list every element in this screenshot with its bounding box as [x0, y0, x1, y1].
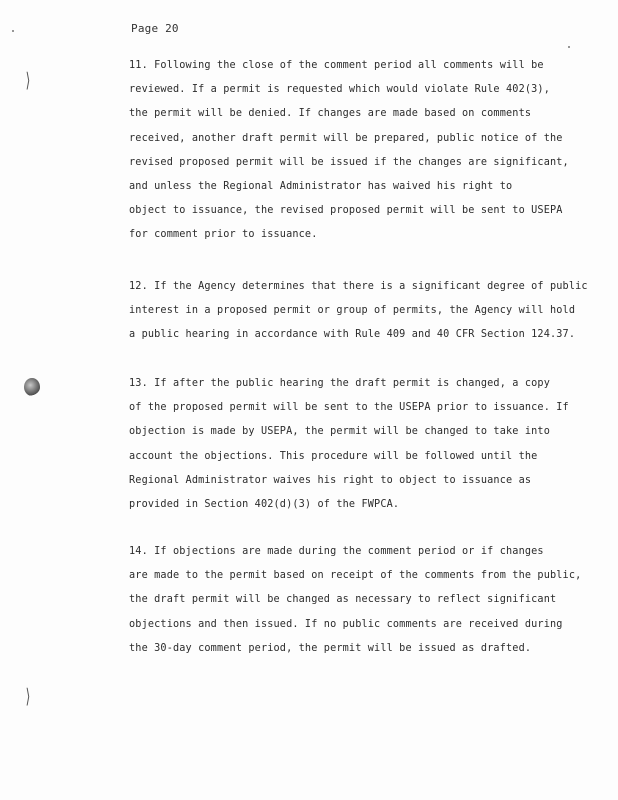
paragraph-11 — [129, 54, 579, 248]
text-line: received, another draft permit will be prepared, public notice of the — [129, 132, 563, 144]
paragraph-14 — [129, 540, 582, 661]
text-line: interest in a proposed permit or group of permits, the Agency will hold — [129, 305, 576, 317]
text-line: a public hearing in accordance with Rule 409 and 40 CFR Section 124.37. — [129, 329, 576, 341]
text-line: account the objections. This procedure will be followed until the — [129, 450, 538, 462]
binder-hole-mark-icon: ⟩ — [25, 68, 31, 92]
text-line: the 30-day comment period, the permit will be issued as drafted. — [129, 642, 532, 654]
text-line: are made to the permit based on receipt of the comments from the public, — [129, 570, 582, 582]
text-line: revised proposed permit will be issued if the changes are significant, — [129, 156, 569, 168]
text-line: and unless the Regional Administrator has waived his right to — [129, 180, 513, 192]
text-line: Regional Administrator waives his right to object to issuance as — [129, 474, 532, 486]
text-line: objection is made by USEPA, the permit will be changed to take into — [129, 426, 550, 438]
binder-hole-icon — [24, 378, 40, 396]
scan-speck — [568, 46, 570, 48]
page-number: Page 20 — [131, 22, 179, 35]
text-line: of the proposed permit will be sent to the USEPA prior to issuance. If — [129, 402, 569, 414]
text-line: the permit will be denied. If changes are made based on comments — [129, 108, 532, 120]
paragraph-13 — [129, 372, 579, 517]
text-line: 11. Following the close of the comment period all comments will be — [129, 60, 544, 71]
text-line: the draft permit will be changed as necessary to reflect significant — [129, 594, 557, 606]
text-line: 13. If after the public hearing the draft permit is changed, a copy — [129, 378, 550, 389]
paragraph-12 — [129, 275, 588, 348]
text-line: 14. If objections are made during the comment period or if changes — [129, 546, 544, 557]
binder-hole-mark-icon: ⟩ — [25, 684, 31, 708]
text-line: reviewed. If a permit is requested which would violate Rule 402(3), — [129, 84, 550, 96]
text-line: 12. If the Agency determines that there is a significant degree of public — [129, 281, 588, 292]
text-line: provided in Section 402(d)(3) of the FWPCA. — [129, 498, 400, 510]
scan-speck — [12, 30, 14, 32]
text-line: for comment prior to issuance. — [129, 229, 318, 241]
text-line: objections and then issued. If no public comments are received during — [129, 618, 563, 630]
text-line: object to issuance, the revised proposed permit will be sent to USEPA — [129, 205, 563, 217]
